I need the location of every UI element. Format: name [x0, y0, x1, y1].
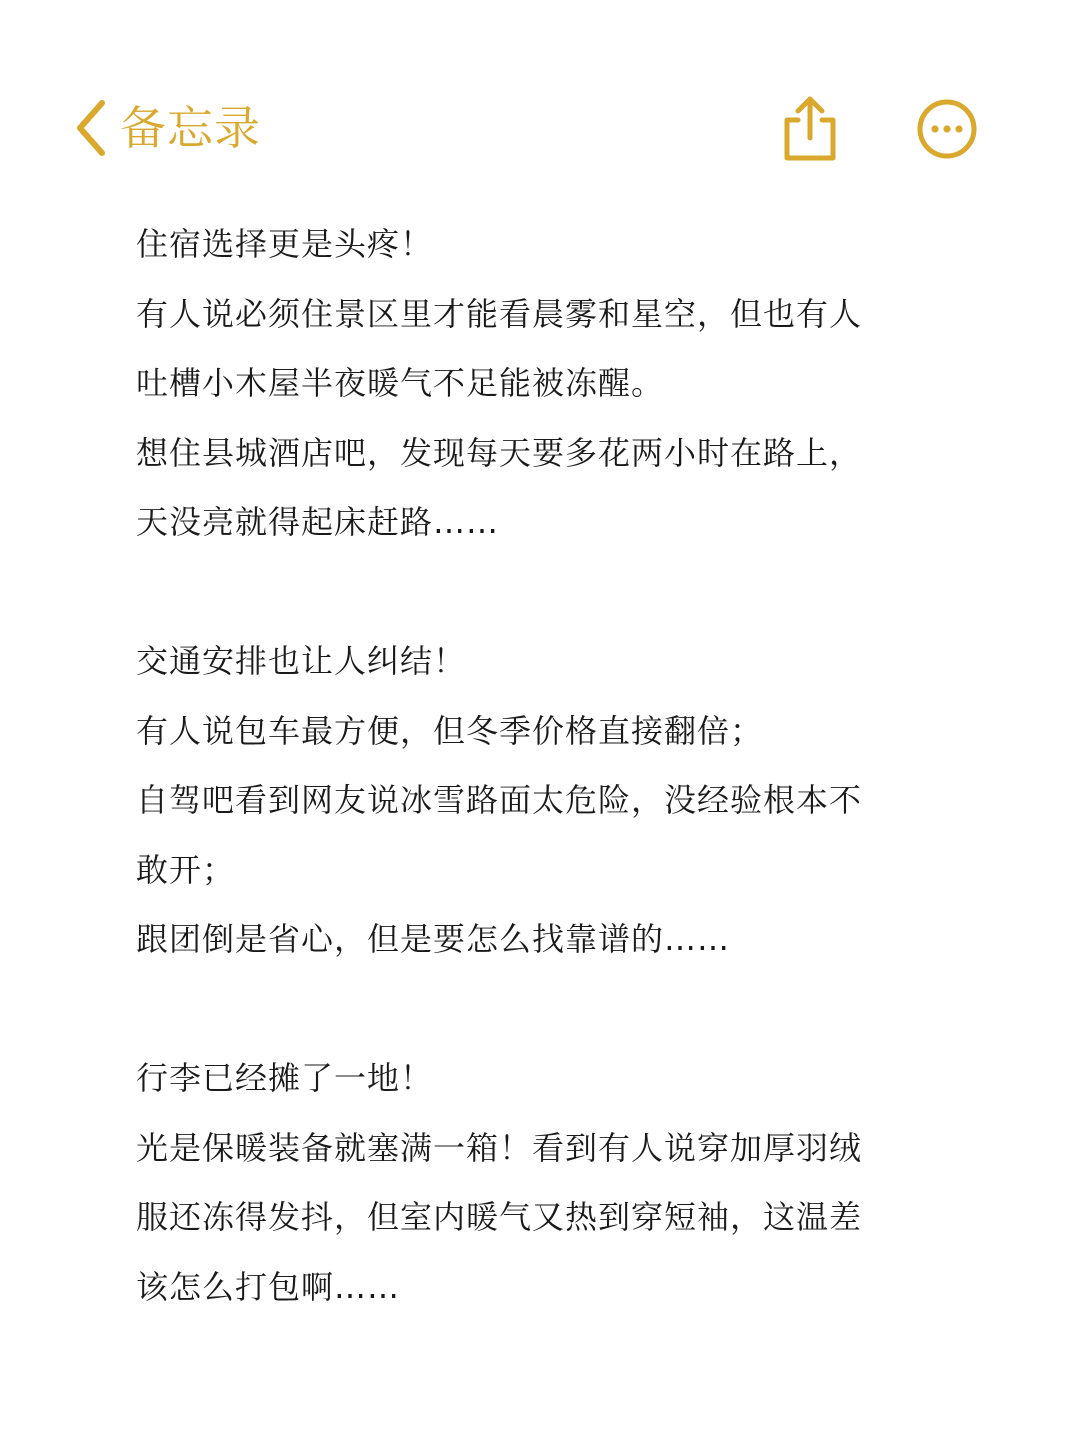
- note-line: 敢开；: [136, 850, 236, 889]
- note-line: 服还冻得发抖，但室内暖气又热到穿短袖，这温差: [136, 1198, 863, 1236]
- back-button[interactable]: [72, 96, 261, 160]
- note-line: 有人说包车最方便，但冬季价格直接翻倍；: [136, 711, 764, 750]
- navigation-bar: [0, 0, 1080, 200]
- note-line: 有人说必须住景区里才能看晨雾和星空，但也有人: [136, 294, 863, 333]
- share-icon: [780, 149, 840, 168]
- note-line: 交通安排也让人纠结！: [136, 642, 467, 680]
- more-icon: [916, 145, 978, 164]
- chevron-left-icon: [72, 98, 110, 158]
- note-line: 自驾吧看到网友说冰雪路面太危险，没经验根本不: [136, 781, 863, 819]
- more-button[interactable]: [916, 98, 978, 160]
- note-line: 住宿选择更是头疼！: [136, 225, 434, 263]
- note-line: 该怎么打包啊……: [136, 1267, 401, 1306]
- note-line: 想住县城酒店吧，发现每天要多花两小时在路上，: [136, 433, 863, 472]
- share-button[interactable]: [780, 94, 840, 164]
- note-body[interactable]: [136, 210, 936, 1322]
- note-line: 跟团倒是省心，但是要怎么找靠谱的……: [136, 920, 731, 958]
- note-line: 吐槽小木屋半夜暖气不足能被冻醒。: [136, 364, 665, 402]
- note-line: 行李已经摊了一地！: [136, 1059, 434, 1097]
- back-label: 备忘录: [120, 101, 261, 155]
- note-line: 天没亮就得起床赶路……: [136, 503, 500, 541]
- blank-line: [136, 558, 936, 628]
- blank-line: [136, 975, 936, 1045]
- note-line: 光是保暖装备就塞满一箱！看到有人说穿加厚羽绒: [136, 1128, 863, 1167]
